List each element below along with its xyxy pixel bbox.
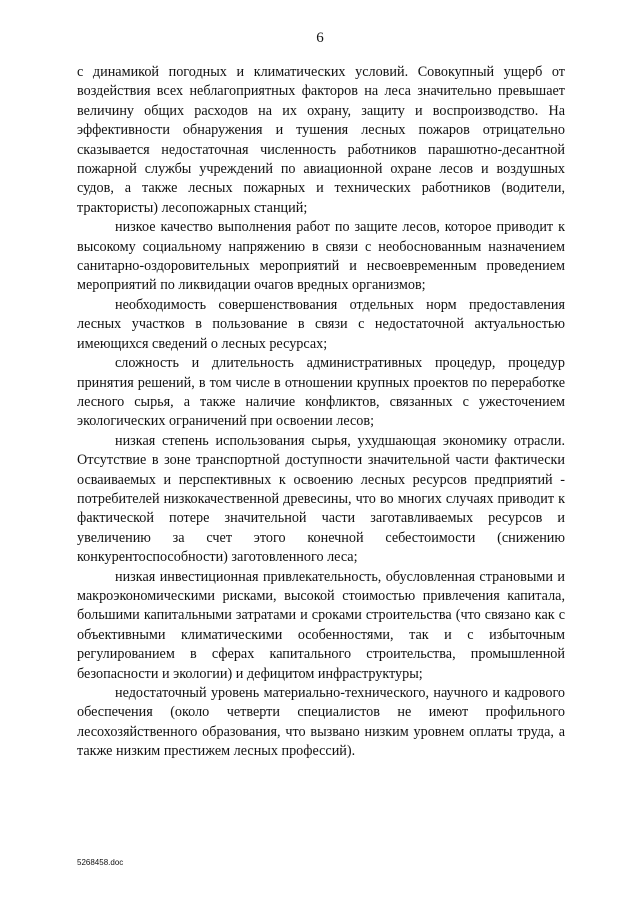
paragraph-3: необходимость совершенствования отдельных норм предоставления лесных участков в пользование в связи с недостаточной актуальностью имеющихся сведений о лесных ресурсах; [77, 296, 565, 352]
paragraph-4: сложность и длительность административных процедур, процедур принятия решений, в том числе в отношении крупных проектов по переработке лесного сырья, а также наличие конфликтов, связанных с ужесточением экологических ограничений при освоении лесов; [77, 355, 565, 430]
document-body [77, 63, 565, 762]
paragraph-6: низкая инвестиционная привлекательность, обусловленная страновыми и макроэкономическими рисками, высокой стоимостью привлечения капитала, большими капитальными затратами и сроками строительства (что связано как с объективными климатическими особенностями, так и с избыточным регулированием в сферах капитального строительства, промышленной безопасности и экологии) и дефицитом инфраструктуры; [77, 568, 565, 682]
page-number: 6 [316, 30, 324, 46]
paragraph-5: низкая степень использования сырья, ухудшающая экономику отрасли. Отсутствие в зоне транспортной доступности значительной части фактически осваиваемых и перспективных к освоению лесных ресурсов предприятий - потребителей низкокачественной древесины, что во многих случаях приводит к фактической потере значительной части заготавливаемых ресурсов и увеличению за счет этого конечной себестоимости (снижению конкурентоспособности) заготовленного леса; [77, 432, 565, 566]
paragraph-2: низкое качество выполнения работ по защите лесов, которое приводит к высокому социальному напряжению в связи с необоснованным назначением санитарно-оздоровительных мероприятий и несвоевременным проведением мероприятий по ликвидации очагов вредных организмов; [77, 219, 565, 294]
paragraph-1: с динамикой погодных и климатических условий. Совокупный ущерб от воздействия всех неблагоприятных факторов на леса значительно превышает величину общих расходов на их охрану, защиту и воспроизводство. На эффективности обнаружения и тушения лесных пожаров отрицательно сказывается недостаточная численность работников парашютно-десантной пожарной службы учреждений по авиационной охране лесов и воздушных судов, а также лесных пожарных и технических работников (водители, трактористы) лесопожарных станций; [77, 64, 565, 216]
file-name-footer: 5268458.doc [77, 858, 124, 867]
paragraph-7: недостаточный уровень материально-технического, научного и кадрового обеспечения (около четверти специалистов не имеют профильного лесохозяйственного образования, что вызвано низким уровнем оплаты труда, а также низким престижем лесных профессий). [77, 685, 565, 760]
